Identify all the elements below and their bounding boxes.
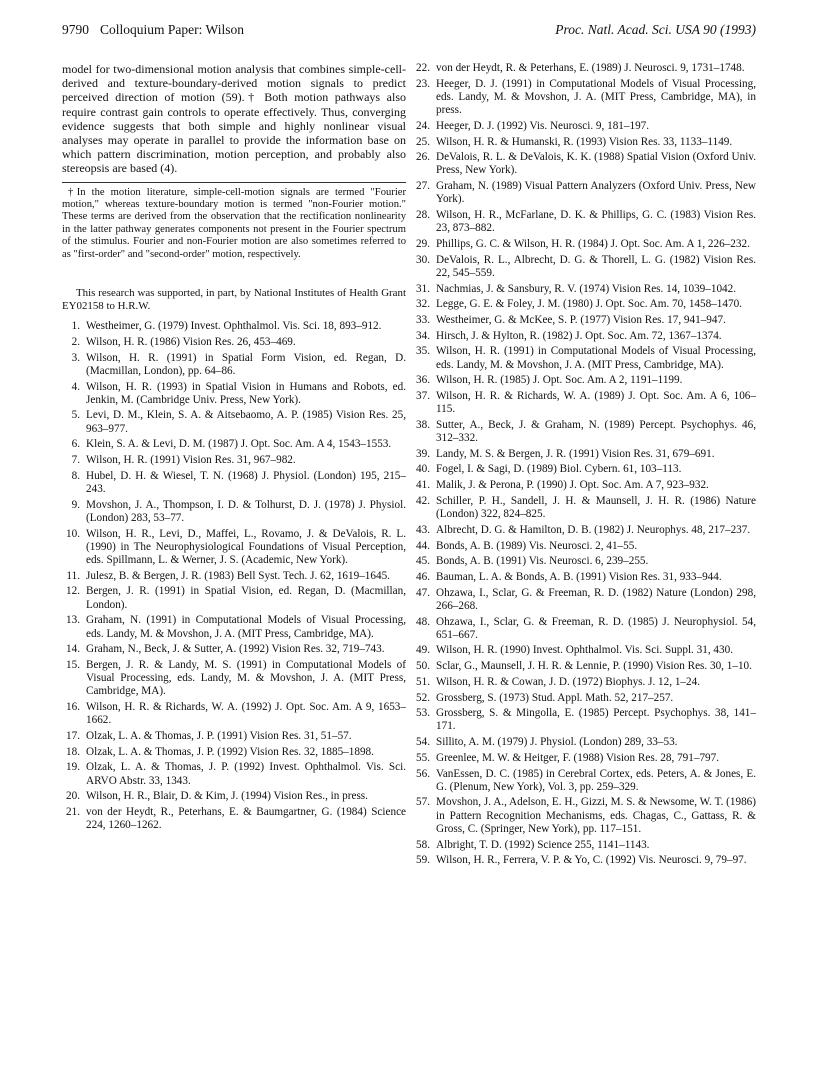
reference-text: Olzak, L. A. & Thomas, J. P. (1992) Invest. Ophthalmol. Vis. Sci. ARVO Abstr. 33, 1343. xyxy=(86,761,406,787)
reference-text: Hirsch, J. & Hylton, R. (1982) J. Opt. Soc. Am. 72, 1367–1374. xyxy=(436,329,722,342)
reference-item xyxy=(62,730,406,743)
reference-number: 10. xyxy=(66,527,80,540)
reference-number: 32. xyxy=(416,298,430,311)
reference-text: Klein, S. A. & Levi, D. M. (1987) J. Opt. Soc. Am. A 4, 1543–1553. xyxy=(86,438,392,451)
reference-text: Albrecht, D. G. & Hamilton, D. B. (1982) J. Neurophys. 48, 217–237. xyxy=(436,523,751,536)
reference-text: DeValois, R. L. & DeValois, K. K. (1988) Spatial Vision (Oxford Univ. Press, New York). xyxy=(436,151,756,177)
reference-text: Wilson, H. R. (1986) Vision Res. 26, 453–469. xyxy=(86,335,296,348)
reference-number: 27. xyxy=(416,180,430,193)
reference-number: 31. xyxy=(416,282,430,295)
reference-number: 34. xyxy=(416,329,430,342)
reference-number: 58. xyxy=(416,838,430,851)
reference-number: 54. xyxy=(416,736,430,749)
reference-item xyxy=(62,701,406,727)
reference-item xyxy=(412,448,756,461)
reference-item xyxy=(412,660,756,673)
reference-number: 41. xyxy=(416,479,430,492)
reference-number: 5. xyxy=(71,409,80,422)
reference-number: 52. xyxy=(416,691,430,704)
reference-number: 4. xyxy=(71,380,80,393)
reference-number: 15. xyxy=(66,658,80,671)
reference-number: 36. xyxy=(416,374,430,387)
reference-item xyxy=(412,555,756,568)
reference-text: Graham, N. (1989) Visual Pattern Analyzers (Oxford Univ. Press, New York). xyxy=(436,180,756,206)
reference-text: Sillito, A. M. (1979) J. Physiol. (London) 289, 33–53. xyxy=(436,736,678,749)
left-column xyxy=(62,62,406,835)
reference-item xyxy=(412,283,756,296)
reference-text: Wilson, H. R. (1990) Invest. Ophthalmol. Vis. Sci. Suppl. 31, 430. xyxy=(436,644,734,657)
reference-number: 59. xyxy=(416,854,430,867)
body-paragraph: model for two-dimensional motion analysis that combines simple-cell-derived and texture-boundary-derived motion signals to predict perceived direction of motion (59).† Both motion pathways also require contrast gain controls to operate effectively. Thus, converging evidence suggests that both simple and highly nonlinear visual analyses may operate in parallel to provide the information base on which pattern discrimination, motion perception, and probably also stereopsis are based (4). xyxy=(62,62,406,176)
reference-text: Julesz, B. & Bergen, J. R. (1983) Bell Syst. Tech. J. 62, 1619–1645. xyxy=(86,569,390,582)
acknowledgment: This research was supported, in part, by National Institutes of Health Grant EY02158 to H.R.W. xyxy=(62,287,406,312)
reference-item xyxy=(412,62,756,75)
reference-item xyxy=(412,136,756,149)
reference-text: Wilson, H. R. (1993) in Spatial Vision in Humans and Robots, ed. Jenkin, M. (Cambridge Univ. Press, New York). xyxy=(86,380,406,406)
colloquium-title: Colloquium Paper: Wilson xyxy=(100,22,244,37)
reference-text: Bergen, J. R. (1991) in Spatial Vision, ed. Regan, D. (Macmillan, London). xyxy=(86,585,406,611)
reference-number: 40. xyxy=(416,463,430,476)
reference-number: 50. xyxy=(416,660,430,673)
reference-item xyxy=(412,78,756,118)
reference-text: Schiller, P. H., Sandell, J. H. & Maunsell, J. H. R. (1986) Nature (London) 322, 824–825. xyxy=(436,494,756,521)
reference-item xyxy=(412,180,756,206)
reference-number: 8. xyxy=(71,469,80,482)
reference-text: VanEssen, D. C. (1985) in Cerebral Cortex, eds. Peters, A. & Jones, E. G. (Plenum, New York), Vol. 3, pp. 259–329. xyxy=(436,767,756,793)
reference-number: 55. xyxy=(416,751,430,764)
reference-item xyxy=(412,644,756,657)
reference-number: 53. xyxy=(416,707,430,720)
journal-citation: Proc. Natl. Acad. Sci. USA 90 (1993) xyxy=(555,22,756,37)
reference-text: Phillips, G. C. & Wilson, H. R. (1984) J. Opt. Soc. Am. A 1, 226–232. xyxy=(436,237,750,250)
reference-text: Heeger, D. J. (1992) Vis. Neurosci. 9, 181–197. xyxy=(436,119,650,132)
reference-number: 37. xyxy=(416,389,430,402)
reference-number: 13. xyxy=(66,614,80,627)
reference-item xyxy=(412,374,756,387)
reference-item xyxy=(412,707,756,733)
reference-text: DeValois, R. L., Albrecht, D. G. & Thorell, L. G. (1982) Vision Res. 22, 545–559. xyxy=(436,253,756,279)
reference-text: Nachmias, J. & Sansbury, R. V. (1974) Vision Res. 14, 1039–1042. xyxy=(436,282,737,295)
reference-item xyxy=(62,790,406,803)
reference-item xyxy=(62,614,406,640)
reference-text: Bauman, L. A. & Bonds, A. B. (1991) Vision Res. 31, 933–944. xyxy=(436,570,722,583)
reference-text: Fogel, I. & Sagi, D. (1989) Biol. Cybern. 61, 103–113. xyxy=(436,463,682,476)
reference-text: Olzak, L. A. & Thomas, J. P. (1991) Vision Res. 31, 51–57. xyxy=(86,729,352,742)
reference-number: 18. xyxy=(66,745,80,758)
reference-number: 47. xyxy=(416,586,430,599)
reference-item xyxy=(62,470,406,496)
reference-number: 49. xyxy=(416,644,430,657)
reference-text: Ohzawa, I., Sclar, G. & Freeman, R. D. (1985) J. Neurophysiol. 54, 651–667. xyxy=(436,615,756,641)
reference-number: 24. xyxy=(416,119,430,132)
reference-text: Graham, N. (1991) in Computational Models of Visual Processing, eds. Landy, M. & Movshon, J. A. (MIT Press, Cambridge, MA). xyxy=(86,614,406,640)
reference-text: Wilson, H. R., Blair, D. & Kim, J. (1994) Vision Res., in press. xyxy=(86,790,368,803)
reference-number: 21. xyxy=(66,805,80,818)
reference-item xyxy=(412,345,756,371)
reference-number: 57. xyxy=(416,796,430,809)
reference-item xyxy=(62,454,406,467)
reference-number: 28. xyxy=(416,209,430,222)
reference-text: von der Heydt, R. & Peterhans, E. (1989) J. Neurosci. 9, 1731–1748. xyxy=(436,62,745,74)
reference-item xyxy=(62,570,406,583)
reference-item xyxy=(412,768,756,794)
reference-number: 11. xyxy=(66,569,80,582)
reference-text: Westheimer, G. (1979) Invest. Ophthalmol. Vis. Sci. 18, 893–912. xyxy=(86,320,382,333)
reference-item xyxy=(412,752,756,765)
reference-item xyxy=(412,254,756,280)
reference-item xyxy=(62,528,406,568)
reference-item xyxy=(62,746,406,759)
reference-list-right xyxy=(412,62,756,867)
reference-item xyxy=(62,499,406,525)
page-header xyxy=(62,22,756,42)
reference-text: Wilson, H. R. & Humanski, R. (1993) Vision Res. 33, 1133–1149. xyxy=(436,135,733,148)
reference-text: Hubel, D. H. & Wiesel, T. N. (1968) J. Physiol. (London) 195, 215–243. xyxy=(86,469,406,495)
reference-number: 30. xyxy=(416,253,430,266)
reference-list-left xyxy=(62,320,406,832)
reference-item xyxy=(62,336,406,349)
reference-number: 3. xyxy=(71,351,80,364)
reference-item xyxy=(412,463,756,476)
reference-text: Legge, G. E. & Foley, J. M. (1980) J. Opt. Soc. Am. 70, 1458–1470. xyxy=(436,298,742,311)
reference-number: 20. xyxy=(66,790,80,803)
reference-number: 17. xyxy=(66,729,80,742)
reference-number: 23. xyxy=(416,77,430,90)
reference-text: Heeger, D. J. (1991) in Computational Models of Visual Processing, eds. Landy, M. & Movshon, J. A. (MIT Press, Cambridge, MA), in press. xyxy=(436,77,756,117)
reference-text: Bonds, A. B. (1991) Vis. Neurosci. 6, 239–255. xyxy=(436,555,649,568)
reference-item xyxy=(62,643,406,656)
reference-number: 29. xyxy=(416,237,430,250)
reference-item xyxy=(412,692,756,705)
reference-text: Wilson, H. R., McFarlane, D. K. & Phillips, G. C. (1983) Vision Res. 23, 873–882. xyxy=(436,209,756,235)
reference-item xyxy=(412,479,756,492)
reference-item xyxy=(412,298,756,311)
reference-text: Wilson, H. R., Levi, D., Maffei, L., Rovamo, J. & DeValois, R. L. (1990) in The Neurophysiological Foundations of Visual Perception, eds. Spillmann, L. & Werner, J. S. (Academic, New York). xyxy=(86,527,406,566)
footnote-rule xyxy=(62,182,406,183)
reference-text: Grossberg, S. & Mingolla, E. (1985) Percept. Psychophys. 38, 141–171. xyxy=(436,707,756,733)
reference-item xyxy=(412,839,756,852)
reference-number: 42. xyxy=(416,494,430,507)
reference-text: Landy, M. S. & Bergen, J. R. (1991) Vision Res. 31, 679–691. xyxy=(436,447,715,460)
reference-text: Graham, N., Beck, J. & Sutter, A. (1992) Vision Res. 32, 719–743. xyxy=(86,643,385,656)
reference-item xyxy=(62,320,406,333)
reference-item xyxy=(412,587,756,613)
reference-text: von der Heydt, R., Peterhans, E. & Baumgartner, G. (1984) Science 224, 1260–1262. xyxy=(86,805,406,832)
reference-number: 22. xyxy=(416,62,430,74)
reference-number: 2. xyxy=(71,335,80,348)
reference-item xyxy=(412,330,756,343)
reference-number: 39. xyxy=(416,447,430,460)
reference-text: Wilson, H. R. & Richards, W. A. (1989) J. Opt. Soc. Am. A 6, 106–115. xyxy=(436,389,756,416)
reference-item xyxy=(412,120,756,133)
reference-number: 48. xyxy=(416,615,430,628)
reference-number: 19. xyxy=(66,761,80,774)
page-number: 9790 xyxy=(62,22,89,37)
reference-item xyxy=(62,761,406,787)
reference-number: 25. xyxy=(416,135,430,148)
reference-text: Wilson, H. R. (1991) in Spatial Form Vision, ed. Regan, D. (Macmillan, London), pp. 64–86. xyxy=(86,351,406,377)
reference-item xyxy=(412,495,756,521)
reference-text: Levi, D. M., Klein, S. A. & Aitsebaomo, A. P. (1985) Vision Res. 25, 963–977. xyxy=(86,409,406,435)
reference-text: Wilson, H. R. (1991) in Computational Models of Visual Processing, eds. Landy, M. & Movshon, J. A. (MIT Press, Cambridge, MA). xyxy=(436,345,756,371)
reference-number: 45. xyxy=(416,555,430,568)
reference-item xyxy=(412,419,756,445)
reference-text: Grossberg, S. (1973) Stud. Appl. Math. 52, 217–257. xyxy=(436,691,674,704)
reference-item xyxy=(412,314,756,327)
reference-item xyxy=(62,381,406,407)
reference-number: 38. xyxy=(416,418,430,431)
reference-item xyxy=(62,659,406,699)
reference-text: Malik, J. & Perona, P. (1990) J. Opt. Soc. Am. A 7, 923–932. xyxy=(436,479,709,492)
reference-item xyxy=(412,540,756,553)
reference-text: Greenlee, M. W. & Heitger, F. (1988) Vision Res. 28, 791–797. xyxy=(436,751,720,764)
reference-text: Wilson, H. R. (1991) Vision Res. 31, 967–982. xyxy=(86,454,296,467)
reference-number: 33. xyxy=(416,313,430,326)
reference-text: Sclar, G., Maunsell, J. H. R. & Lennie, P. (1990) Vision Res. 30, 1–10. xyxy=(436,660,752,673)
reference-text: Movshon, J. A., Adelson, E. H., Gizzi, M. S. & Newsome, W. T. (1986) in Pattern Recognition Mechanisms, eds. Chagas, C., Gattass, R. & Gross, C. (Springer, New York), pp. 117–151. xyxy=(436,796,756,835)
reference-text: Wilson, H. R. & Richards, W. A. (1992) J. Opt. Soc. Am. A 9, 1653–1662. xyxy=(86,701,406,727)
reference-item xyxy=(412,736,756,749)
reference-text: Bonds, A. B. (1989) Vis. Neurosci. 2, 41–55. xyxy=(436,539,638,552)
footnote: †In the motion literature, simple-cell-motion signals are termed "Fourier motion," whereas texture-boundary motion is termed "non-Fourier motion." These terms are derived from the observation that the rectification nonlinearity in the latter pathway generates components not present in the Fourier spectrum of the stimulus. Fourier and non-Fourier motion are also sometimes referred to as "first-order" and "second-order" motion, respectively. xyxy=(62,186,406,260)
reference-item xyxy=(412,238,756,251)
reference-text: Movshon, J. A., Thompson, I. D. & Tolhurst, D. J. (1978) J. Physiol. (London) 283, 53–77. xyxy=(86,498,406,524)
reference-item xyxy=(412,390,756,416)
reference-item xyxy=(412,524,756,537)
reference-item xyxy=(412,209,756,235)
reference-number: 1. xyxy=(71,320,80,333)
reference-text: Wilson, H. R., Ferrera, V. P. & Yo, C. (1992) Vis. Neurosci. 9, 79–97. xyxy=(436,854,747,867)
reference-text: Ohzawa, I., Sclar, G. & Freeman, R. D. (1982) Nature (London) 298, 266–268. xyxy=(436,586,756,612)
reference-number: 43. xyxy=(416,523,430,536)
reference-item xyxy=(412,676,756,689)
reference-item xyxy=(412,616,756,642)
reference-item xyxy=(62,409,406,435)
reference-number: 51. xyxy=(416,675,430,688)
reference-number: 7. xyxy=(71,454,80,467)
reference-item xyxy=(412,571,756,584)
reference-text: Wilson, H. R. & Cowan, J. D. (1972) Biophys. J. 12, 1–24. xyxy=(436,675,701,688)
reference-number: 9. xyxy=(71,498,80,511)
reference-number: 26. xyxy=(416,151,430,164)
reference-text: Westheimer, G. & McKee, S. P. (1977) Vision Res. 17, 941–947. xyxy=(436,313,726,326)
reference-text: Olzak, L. A. & Thomas, J. P. (1992) Vision Res. 32, 1885–1898. xyxy=(86,745,374,758)
reference-item xyxy=(62,585,406,611)
reference-item xyxy=(412,854,756,867)
reference-number: 16. xyxy=(66,701,80,714)
reference-text: Wilson, H. R. (1985) J. Opt. Soc. Am. A 2, 1191–1199. xyxy=(436,374,683,387)
reference-text: Sutter, A., Beck, J. & Graham, N. (1989) Percept. Psychophys. 46, 312–332. xyxy=(436,418,756,445)
reference-item xyxy=(62,352,406,378)
reference-text: Bergen, J. R. & Landy, M. S. (1991) in Computational Models of Visual Processing, eds. Landy, M. & Movshon, J. A. (MIT Press, Cambridge, MA). xyxy=(86,658,406,698)
reference-number: 6. xyxy=(71,438,80,451)
reference-number: 14. xyxy=(66,643,80,656)
reference-number: 46. xyxy=(416,570,430,583)
reference-number: 56. xyxy=(416,767,430,780)
reference-text: Albright, T. D. (1992) Science 255, 1141–1143. xyxy=(436,838,650,851)
reference-item xyxy=(62,806,406,832)
reference-number: 44. xyxy=(416,539,430,552)
reference-number: 35. xyxy=(416,345,430,358)
reference-item xyxy=(62,438,406,451)
reference-item xyxy=(412,796,756,836)
reference-item xyxy=(412,151,756,177)
reference-number: 12. xyxy=(66,585,80,598)
right-column xyxy=(412,62,756,870)
